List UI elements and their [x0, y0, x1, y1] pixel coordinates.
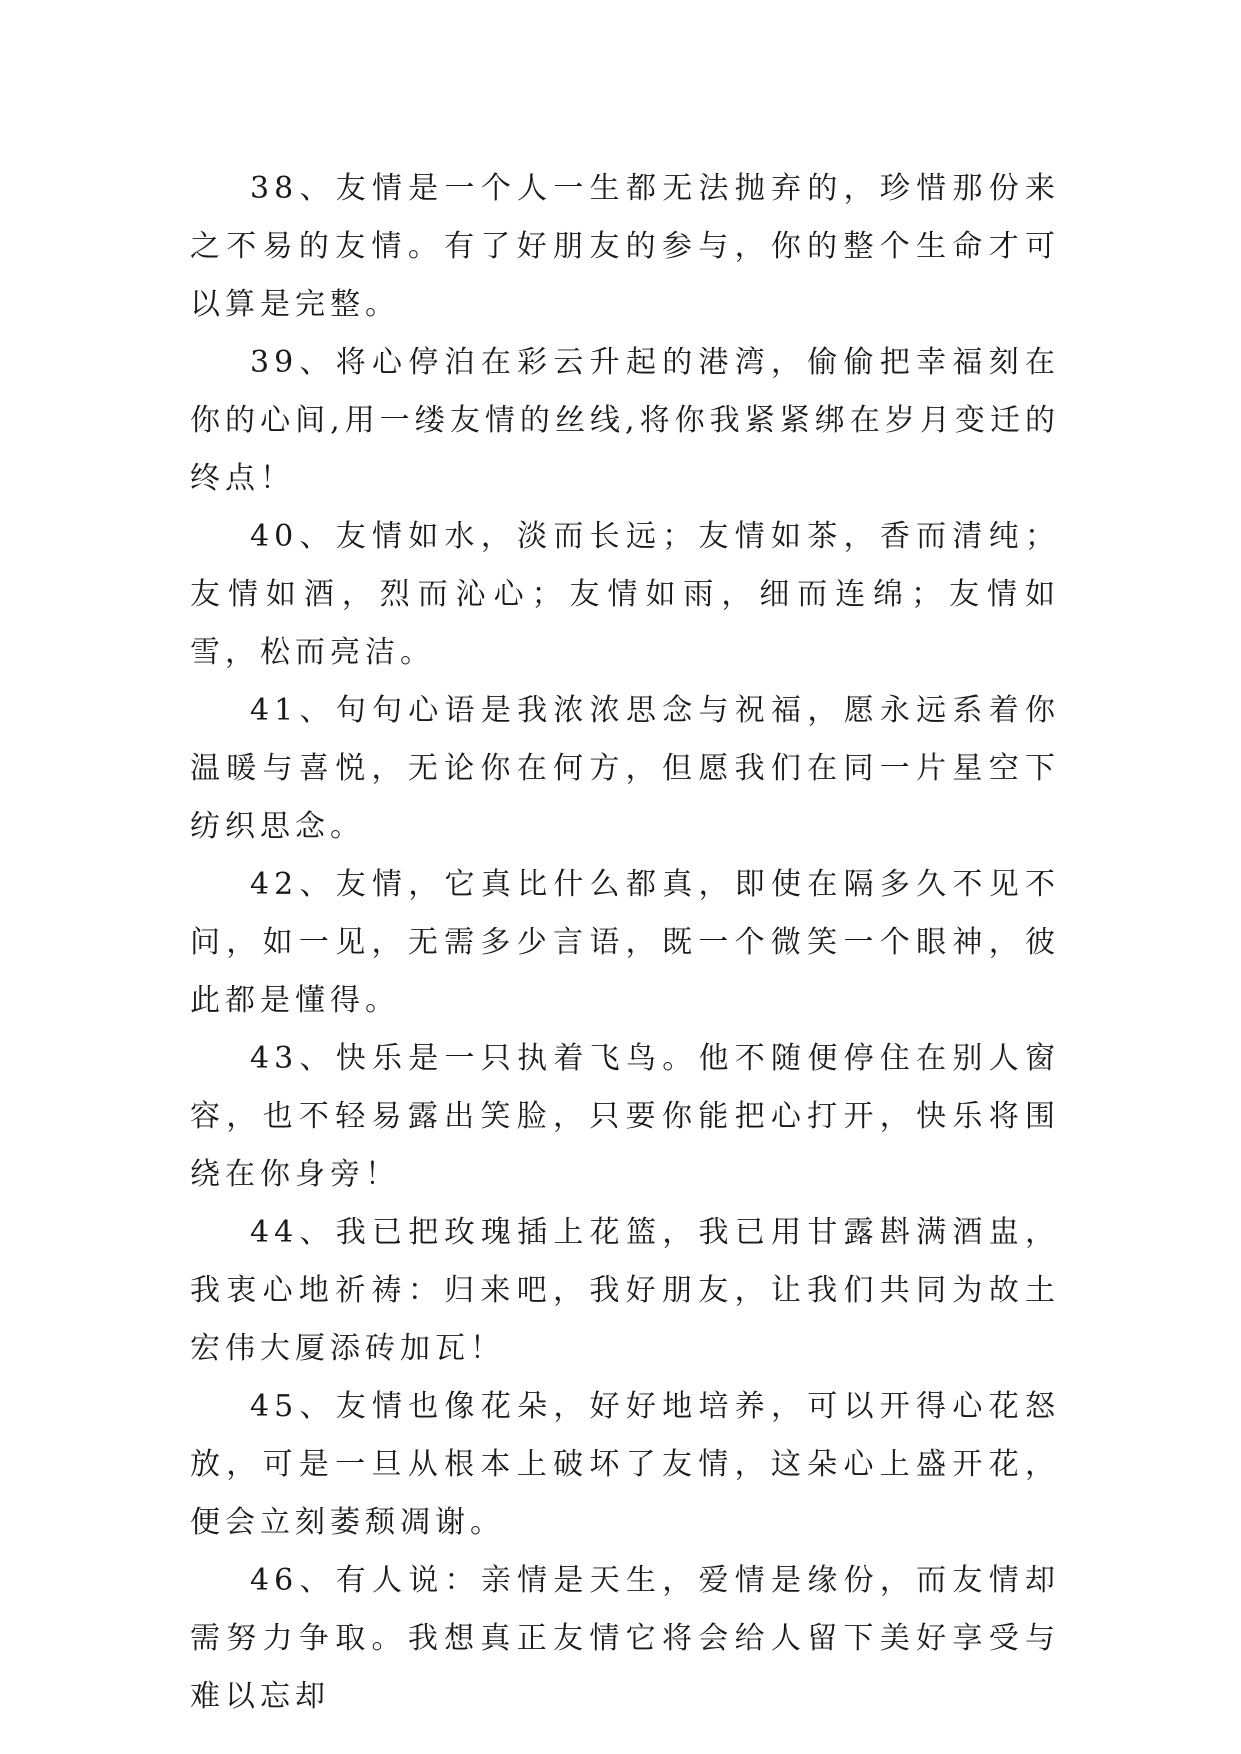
paragraph-46: 46、有人说：亲情是天生，爱情是缘份，而友情却需努力争取。我想真正友情它将会给人留下美好享受与难以忘却 — [190, 1563, 1060, 1714]
paragraph-43: 43、快乐是一只执着飞鸟。他不随便停住在别人窗容，也不轻易露出笑脸，只要你能把心打开，快乐将围绕在你身旁！ — [190, 1041, 1060, 1192]
document-body — [190, 160, 1060, 1726]
paragraph-40: 40、友情如水，淡而长远；友情如茶，香而清纯；友情如酒，烈而沁心；友情如雨，细而连绵；友情如雪，松而亮洁。 — [190, 519, 1060, 670]
paragraph-44: 44、我已把玫瑰插上花篮，我已用甘露斟满酒盅，我衷心地祈祷：归来吧，我好朋友，让我们共同为故土宏伟大厦添砖加瓦！ — [190, 1215, 1060, 1366]
paragraph-45: 45、友情也像花朵，好好地培养，可以开得心花怒放，可是一旦从根本上破坏了友情，这朵心上盛开花，便会立刻萎颓凋谢。 — [190, 1389, 1060, 1540]
paragraph-38: 38、友情是一个人一生都无法抛弃的，珍惜那份来之不易的友情。有了好朋友的参与，你的整个生命才可以算是完整。 — [190, 171, 1060, 322]
paragraph-41: 41、句句心语是我浓浓思念与祝福，愿永远系着你温暖与喜悦，无论你在何方，但愿我们在同一片星空下纺织思念。 — [190, 693, 1060, 844]
paragraph-42: 42、友情，它真比什么都真，即使在隔多久不见不问，如一见，无需多少言语，既一个微笑一个眼神，彼此都是懂得。 — [190, 867, 1060, 1018]
paragraph-39: 39、将心停泊在彩云升起的港湾，偷偷把幸福刻在你的心间,用一缕友情的丝线,将你我紧紧绑在岁月变迁的终点！ — [190, 345, 1060, 496]
